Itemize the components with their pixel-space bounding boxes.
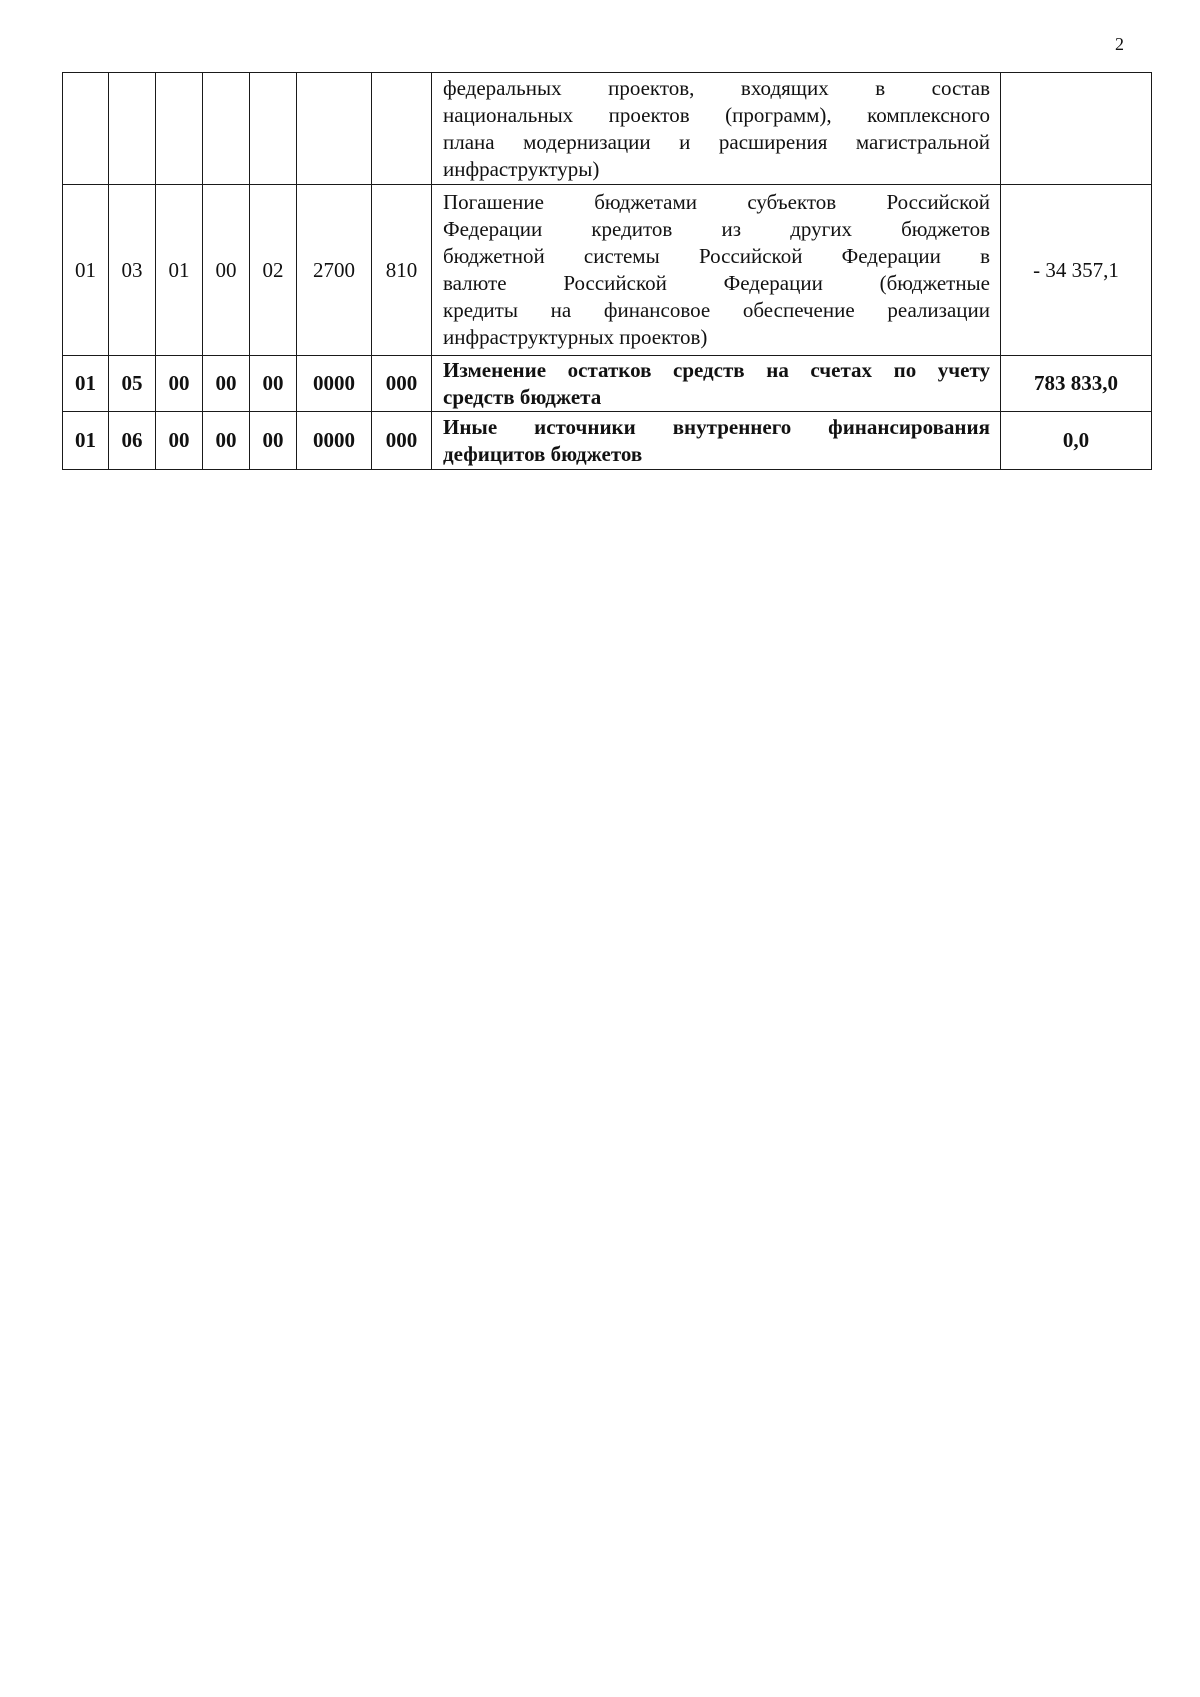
table-row <box>63 185 1152 356</box>
description-cell <box>432 73 1001 185</box>
code-cell: 05 <box>109 356 156 412</box>
description-line: Иные источники внутреннего финансирования <box>443 414 990 439</box>
description-cell <box>432 185 1001 356</box>
description-line: валюте Российской Федерации (бюджетные <box>443 271 990 295</box>
description-line: Изменение остатков средств на счетах по учету <box>443 357 990 382</box>
description-line: Федерации кредитов из других бюджетов <box>443 217 990 241</box>
description-line: федеральных проектов, входящих в состав <box>443 75 990 100</box>
code-cell: 01 <box>63 185 109 356</box>
table-row <box>63 73 1152 185</box>
amount-cell: 0,0 <box>1001 412 1152 470</box>
code-cell: 0000 <box>297 412 372 470</box>
code-cell <box>372 73 432 185</box>
code-cell: 00 <box>203 185 250 356</box>
code-cell: 02 <box>250 185 297 356</box>
description-line: инфраструктурных проектов) <box>443 325 708 349</box>
table-row <box>63 412 1152 470</box>
code-cell: 000 <box>372 412 432 470</box>
code-cell: 00 <box>156 412 203 470</box>
amount-cell <box>1001 73 1152 185</box>
description-line: дефицитов бюджетов <box>443 441 643 466</box>
description-cell <box>432 356 1001 412</box>
code-cell: 01 <box>63 356 109 412</box>
description-line: плана модернизации и расширения магистральной <box>443 129 990 154</box>
code-cell <box>203 73 250 185</box>
code-cell: 2700 <box>297 185 372 356</box>
code-cell: 0000 <box>297 356 372 412</box>
table-row <box>63 356 1152 412</box>
code-cell <box>156 73 203 185</box>
code-cell: 01 <box>63 412 109 470</box>
budget-sources-table <box>62 72 1152 470</box>
description-line: Погашение бюджетами субъектов Российской <box>443 190 990 214</box>
code-cell: 06 <box>109 412 156 470</box>
code-cell: 00 <box>250 356 297 412</box>
code-cell <box>63 73 109 185</box>
description-line: кредиты на финансовое обеспечение реализации <box>443 298 990 322</box>
code-cell: 03 <box>109 185 156 356</box>
code-cell: 810 <box>372 185 432 356</box>
code-cell <box>297 73 372 185</box>
code-cell: 00 <box>203 412 250 470</box>
code-cell: 01 <box>156 185 203 356</box>
description-line: средств бюджета <box>443 384 602 409</box>
code-cell: 00 <box>250 412 297 470</box>
description-line: национальных проектов (программ), комплексного <box>443 102 990 127</box>
code-cell: 00 <box>156 356 203 412</box>
code-cell: 00 <box>203 356 250 412</box>
description-line: инфраструктуры) <box>443 156 600 181</box>
amount-cell: - 34 357,1 <box>1001 185 1152 356</box>
description-line: бюджетной системы Российской Федерации в <box>443 244 990 268</box>
code-cell <box>109 73 156 185</box>
page-number: 2 <box>1115 34 1124 54</box>
amount-cell: 783 833,0 <box>1001 356 1152 412</box>
description-cell <box>432 412 1001 470</box>
code-cell <box>250 73 297 185</box>
code-cell: 000 <box>372 356 432 412</box>
